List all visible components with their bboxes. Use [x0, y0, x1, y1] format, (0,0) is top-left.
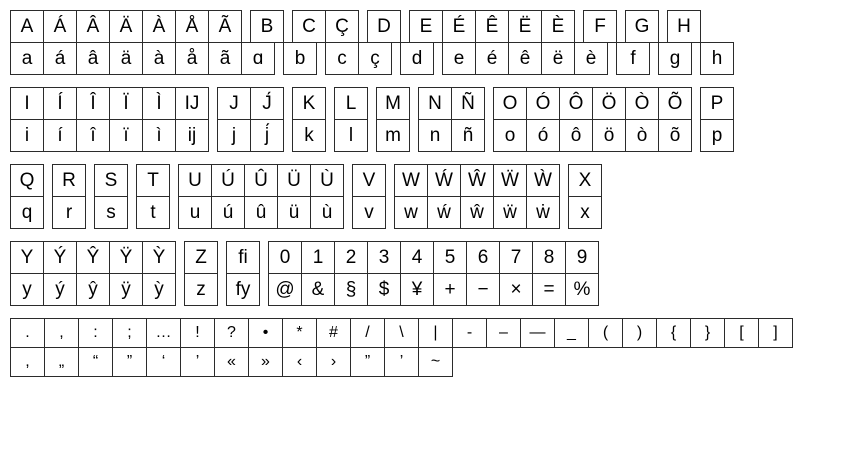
- glyph-cell: Ô: [559, 87, 593, 120]
- glyph-cell: S: [94, 164, 128, 197]
- glyph-group-upper: [226, 241, 260, 274]
- glyph-cell: è: [574, 42, 608, 75]
- glyph-cell: m: [376, 119, 410, 152]
- glyph-cell: h: [700, 42, 734, 75]
- glyph-cell: -: [452, 318, 487, 348]
- glyph-cell: ŵ: [460, 196, 494, 229]
- glyph-cell: *: [282, 318, 317, 348]
- glyph-cell: ö: [592, 119, 626, 152]
- glyph-cell: :: [78, 318, 113, 348]
- glyph-group-lower: [283, 42, 317, 75]
- glyph-cell: ij: [175, 119, 209, 152]
- glyph-cell: D: [367, 10, 401, 43]
- glyph-group-upper: [376, 87, 410, 120]
- glyph-group-upper: [10, 164, 44, 197]
- glyph-cell: K: [292, 87, 326, 120]
- glyph-cell: Ý: [43, 241, 77, 274]
- glyph-cell: ¥: [400, 273, 434, 306]
- glyph-cell: ÿ: [109, 273, 143, 306]
- glyph-cell: b: [283, 42, 317, 75]
- glyph-group-lower: [658, 42, 692, 75]
- glyph-group-upper: [493, 87, 692, 120]
- glyph-cell: ŷ: [76, 273, 110, 306]
- glyph-cell: v: [352, 196, 386, 229]
- glyph-cell: ﬁ: [226, 241, 260, 274]
- glyph-group-lower: [325, 42, 392, 75]
- glyph-cell: ï: [109, 119, 143, 152]
- glyph-cell: ù: [310, 196, 344, 229]
- glyph-cell: ç: [358, 42, 392, 75]
- glyph-cell: 1: [301, 241, 335, 274]
- glyph-cell: í: [43, 119, 77, 152]
- glyph-group-upper: [292, 10, 359, 43]
- glyph-cell: p: [700, 119, 734, 152]
- glyph-cell: ã: [208, 42, 242, 75]
- glyph-cell: (: [588, 318, 623, 348]
- glyph-cell: ›: [316, 347, 351, 377]
- glyph-cell: e: [442, 42, 476, 75]
- glyph-cell: =: [532, 273, 566, 306]
- glyph-group-lower: [52, 196, 86, 229]
- glyph-group-upper: [184, 241, 218, 274]
- glyph-group-lower: [226, 273, 260, 306]
- block-a-h-lowercase-row: [10, 42, 856, 75]
- glyph-cell: É: [442, 10, 476, 43]
- glyph-cell: ’: [384, 347, 419, 377]
- glyph-cell: Ŵ: [460, 164, 494, 197]
- glyph-group-lower: [334, 119, 368, 152]
- glyph-cell: !: [180, 318, 215, 348]
- block-punctuation: [10, 318, 856, 377]
- glyph-group-upper: [178, 164, 344, 197]
- glyph-group-upper: [250, 10, 284, 43]
- glyph-group-lower: [184, 273, 218, 306]
- glyph-cell: »: [248, 347, 283, 377]
- glyph-cell: &: [301, 273, 335, 306]
- glyph-cell: Ä: [109, 10, 143, 43]
- glyph-cell: •: [248, 318, 283, 348]
- glyph-cell: V: [352, 164, 386, 197]
- glyph-cell: g: [658, 42, 692, 75]
- glyph-cell: y: [10, 273, 44, 306]
- glyph-cell: N: [418, 87, 452, 120]
- glyph-group-upper: [667, 10, 701, 43]
- glyph-cell: …: [146, 318, 181, 348]
- glyph-cell: @: [268, 273, 302, 306]
- glyph-cell: t: [136, 196, 170, 229]
- glyph-group-upper: [10, 318, 793, 348]
- glyph-cell: fy: [226, 273, 260, 306]
- glyph-cell: ‘: [146, 347, 181, 377]
- glyph-cell: Â: [76, 10, 110, 43]
- glyph-cell: E: [409, 10, 443, 43]
- glyph-cell: Ŷ: [76, 241, 110, 274]
- glyph-group-lower: [94, 196, 128, 229]
- glyph-cell: d: [400, 42, 434, 75]
- glyph-cell: R: [52, 164, 86, 197]
- glyph-cell: Í: [43, 87, 77, 120]
- glyph-group-upper: [136, 164, 170, 197]
- glyph-cell: à: [142, 42, 176, 75]
- glyph-cell: u: [178, 196, 212, 229]
- glyph-group-upper: [625, 10, 659, 43]
- block-y-digits-lowercase-row: [10, 273, 856, 306]
- glyph-cell: ü: [277, 196, 311, 229]
- glyph-cell: ó: [526, 119, 560, 152]
- block-i-p-lowercase-row: [10, 119, 856, 152]
- glyph-cell: P: [700, 87, 734, 120]
- glyph-cell: ;: [112, 318, 147, 348]
- glyph-cell: –: [486, 318, 521, 348]
- glyph-group-lower: [136, 196, 170, 229]
- glyph-cell: f: [616, 42, 650, 75]
- glyph-group-lower: [568, 196, 602, 229]
- glyph-cell: õ: [658, 119, 692, 152]
- glyph-cell: ý: [43, 273, 77, 306]
- glyph-cell: ò: [625, 119, 659, 152]
- glyph-group-upper: [10, 241, 176, 274]
- glyph-group-lower: [268, 273, 599, 306]
- glyph-cell: w: [394, 196, 428, 229]
- glyph-cell: ’: [180, 347, 215, 377]
- glyph-cell: U: [178, 164, 212, 197]
- glyph-cell: Õ: [658, 87, 692, 120]
- glyph-cell: IJ: [175, 87, 209, 120]
- glyph-cell: È: [541, 10, 575, 43]
- punctuation-row-primary: [10, 318, 856, 348]
- glyph-group-upper: [409, 10, 575, 43]
- glyph-cell: #: [316, 318, 351, 348]
- glyph-cell: Î: [76, 87, 110, 120]
- glyph-cell: ”: [350, 347, 385, 377]
- glyph-cell: 3: [367, 241, 401, 274]
- glyph-cell: $: [367, 273, 401, 306]
- block-a-h: [10, 10, 856, 75]
- glyph-cell: x: [568, 196, 602, 229]
- glyph-cell: å: [175, 42, 209, 75]
- glyph-cell: Ẃ: [427, 164, 461, 197]
- glyph-cell: .: [10, 318, 45, 348]
- glyph-cell: [: [724, 318, 759, 348]
- glyph-cell: j́: [250, 119, 284, 152]
- glyph-cell: ?: [214, 318, 249, 348]
- glyph-cell: ,: [44, 318, 79, 348]
- glyph-cell: l: [334, 119, 368, 152]
- block-a-h-uppercase-row: [10, 10, 856, 43]
- glyph-cell: r: [52, 196, 86, 229]
- glyph-cell: i: [10, 119, 44, 152]
- glyph-cell: ‹: [282, 347, 317, 377]
- glyph-cell: Ñ: [451, 87, 485, 120]
- block-q-x-lowercase-row: [10, 196, 856, 229]
- glyph-cell: J: [217, 87, 251, 120]
- glyph-cell: ẅ: [493, 196, 527, 229]
- glyph-cell: Å: [175, 10, 209, 43]
- glyph-group-lower: [400, 42, 434, 75]
- glyph-cell: n: [418, 119, 452, 152]
- glyph-cell: Ó: [526, 87, 560, 120]
- glyph-cell: −: [466, 273, 500, 306]
- glyph-cell: —: [520, 318, 555, 348]
- glyph-cell: Ò: [625, 87, 659, 120]
- glyph-group-lower: [217, 119, 284, 152]
- glyph-cell: Ú: [211, 164, 245, 197]
- glyph-cell: Û: [244, 164, 278, 197]
- glyph-cell: M: [376, 87, 410, 120]
- glyph-group-lower: [10, 42, 275, 75]
- glyph-cell: C: [292, 10, 326, 43]
- glyph-group-lower: [10, 273, 176, 306]
- glyph-cell: Ẁ: [526, 164, 560, 197]
- glyph-cell: s: [94, 196, 128, 229]
- glyph-cell: “: [78, 347, 113, 377]
- block-y-digits-uppercase-row: [10, 241, 856, 274]
- glyph-cell: ô: [559, 119, 593, 152]
- glyph-group-upper: [217, 87, 284, 120]
- glyph-group-lower: [418, 119, 485, 152]
- block-y-digits: [10, 241, 856, 306]
- glyph-cell: Ç: [325, 10, 359, 43]
- glyph-cell: Z: [184, 241, 218, 274]
- glyph-group-upper: [292, 87, 326, 120]
- glyph-group-upper: [10, 10, 242, 43]
- glyph-cell: „: [44, 347, 79, 377]
- glyph-cell: Ẅ: [493, 164, 527, 197]
- glyph-cell: F: [583, 10, 617, 43]
- glyph-cell: W: [394, 164, 428, 197]
- glyph-cell: ä: [109, 42, 143, 75]
- glyph-cell: Q: [10, 164, 44, 197]
- glyph-group-upper: [367, 10, 401, 43]
- glyph-cell: ê: [508, 42, 542, 75]
- glyph-cell: 5: [433, 241, 467, 274]
- glyph-cell: {: [656, 318, 691, 348]
- glyph-cell: Á: [43, 10, 77, 43]
- glyph-cell: T: [136, 164, 170, 197]
- glyph-group-upper: [700, 87, 734, 120]
- glyph-cell: 6: [466, 241, 500, 274]
- glyph-cell: I: [10, 87, 44, 120]
- glyph-cell: Ì: [142, 87, 176, 120]
- glyph-cell: X: [568, 164, 602, 197]
- glyph-group-upper: [268, 241, 599, 274]
- glyph-cell: ”: [112, 347, 147, 377]
- glyph-group-lower: [292, 119, 326, 152]
- glyph-cell: ~: [418, 347, 453, 377]
- glyph-cell: L: [334, 87, 368, 120]
- glyph-cell: Ï: [109, 87, 143, 120]
- glyph-cell: c: [325, 42, 359, 75]
- glyph-cell: ẇ: [526, 196, 560, 229]
- glyph-group-lower: [10, 347, 453, 377]
- glyph-group-lower: [493, 119, 692, 152]
- glyph-group-lower: [700, 42, 734, 75]
- glyph-cell: _: [554, 318, 589, 348]
- glyph-cell: k: [292, 119, 326, 152]
- glyph-group-upper: [334, 87, 368, 120]
- glyph-group-lower: [442, 42, 608, 75]
- glyph-cell: 2: [334, 241, 368, 274]
- glyph-cell: 4: [400, 241, 434, 274]
- glyph-cell: «: [214, 347, 249, 377]
- glyph-group-upper: [94, 164, 128, 197]
- punctuation-row-secondary: [10, 347, 856, 377]
- glyph-cell: A: [10, 10, 44, 43]
- glyph-cell: Y: [10, 241, 44, 274]
- glyph-cell: /: [350, 318, 385, 348]
- glyph-cell: a: [10, 42, 44, 75]
- glyph-cell: 9: [565, 241, 599, 274]
- glyph-cell: Ö: [592, 87, 626, 120]
- block-q-x: [10, 164, 856, 229]
- glyph-group-lower: [616, 42, 650, 75]
- glyph-cell: O: [493, 87, 527, 120]
- glyph-cell: Ë: [508, 10, 542, 43]
- glyph-cell: Ã: [208, 10, 242, 43]
- glyph-cell: Ê: [475, 10, 509, 43]
- glyph-cell: j: [217, 119, 251, 152]
- glyph-group-lower: [352, 196, 386, 229]
- glyph-cell: 0: [268, 241, 302, 274]
- glyph-cell: ỳ: [142, 273, 176, 306]
- glyph-group-upper: [583, 10, 617, 43]
- glyph-cell: ×: [499, 273, 533, 306]
- glyph-group-upper: [394, 164, 560, 197]
- glyph-cell: ú: [211, 196, 245, 229]
- glyph-cell: À: [142, 10, 176, 43]
- glyph-cell: û: [244, 196, 278, 229]
- glyph-cell: é: [475, 42, 509, 75]
- glyph-cell: ë: [541, 42, 575, 75]
- glyph-cell: î: [76, 119, 110, 152]
- glyph-cell: Ÿ: [109, 241, 143, 274]
- glyph-group-lower: [394, 196, 560, 229]
- glyph-cell: \: [384, 318, 419, 348]
- glyph-cell: Ỳ: [142, 241, 176, 274]
- glyph-cell: ñ: [451, 119, 485, 152]
- glyph-cell: â: [76, 42, 110, 75]
- glyph-cell: ): [622, 318, 657, 348]
- glyph-cell: G: [625, 10, 659, 43]
- glyph-cell: 7: [499, 241, 533, 274]
- glyph-cell: B: [250, 10, 284, 43]
- glyph-group-upper: [352, 164, 386, 197]
- block-i-p-uppercase-row: [10, 87, 856, 120]
- glyph-group-upper: [568, 164, 602, 197]
- glyph-cell: 8: [532, 241, 566, 274]
- glyph-cell: q: [10, 196, 44, 229]
- glyph-group-upper: [52, 164, 86, 197]
- glyph-cell: z: [184, 273, 218, 306]
- glyph-cell: J́: [250, 87, 284, 120]
- glyph-cell: ẃ: [427, 196, 461, 229]
- glyph-group-upper: [10, 87, 209, 120]
- glyph-cell: á: [43, 42, 77, 75]
- glyph-cell: %: [565, 273, 599, 306]
- glyph-cell: ,: [10, 347, 45, 377]
- glyph-group-lower: [10, 119, 209, 152]
- glyph-cell: |: [418, 318, 453, 348]
- block-i-p: [10, 87, 856, 152]
- glyph-cell: ì: [142, 119, 176, 152]
- glyph-cell: §: [334, 273, 368, 306]
- block-q-x-uppercase-row: [10, 164, 856, 197]
- glyph-cell: ]: [758, 318, 793, 348]
- glyph-cell: Ü: [277, 164, 311, 197]
- glyph-cell: }: [690, 318, 725, 348]
- glyph-group-lower: [700, 119, 734, 152]
- glyph-cell: +: [433, 273, 467, 306]
- glyph-group-lower: [10, 196, 44, 229]
- glyph-group-lower: [376, 119, 410, 152]
- glyph-cell: o: [493, 119, 527, 152]
- glyph-cell: Ù: [310, 164, 344, 197]
- glyph-group-upper: [418, 87, 485, 120]
- glyph-cell: H: [667, 10, 701, 43]
- glyph-cell: ɑ: [241, 42, 275, 75]
- glyph-group-lower: [178, 196, 344, 229]
